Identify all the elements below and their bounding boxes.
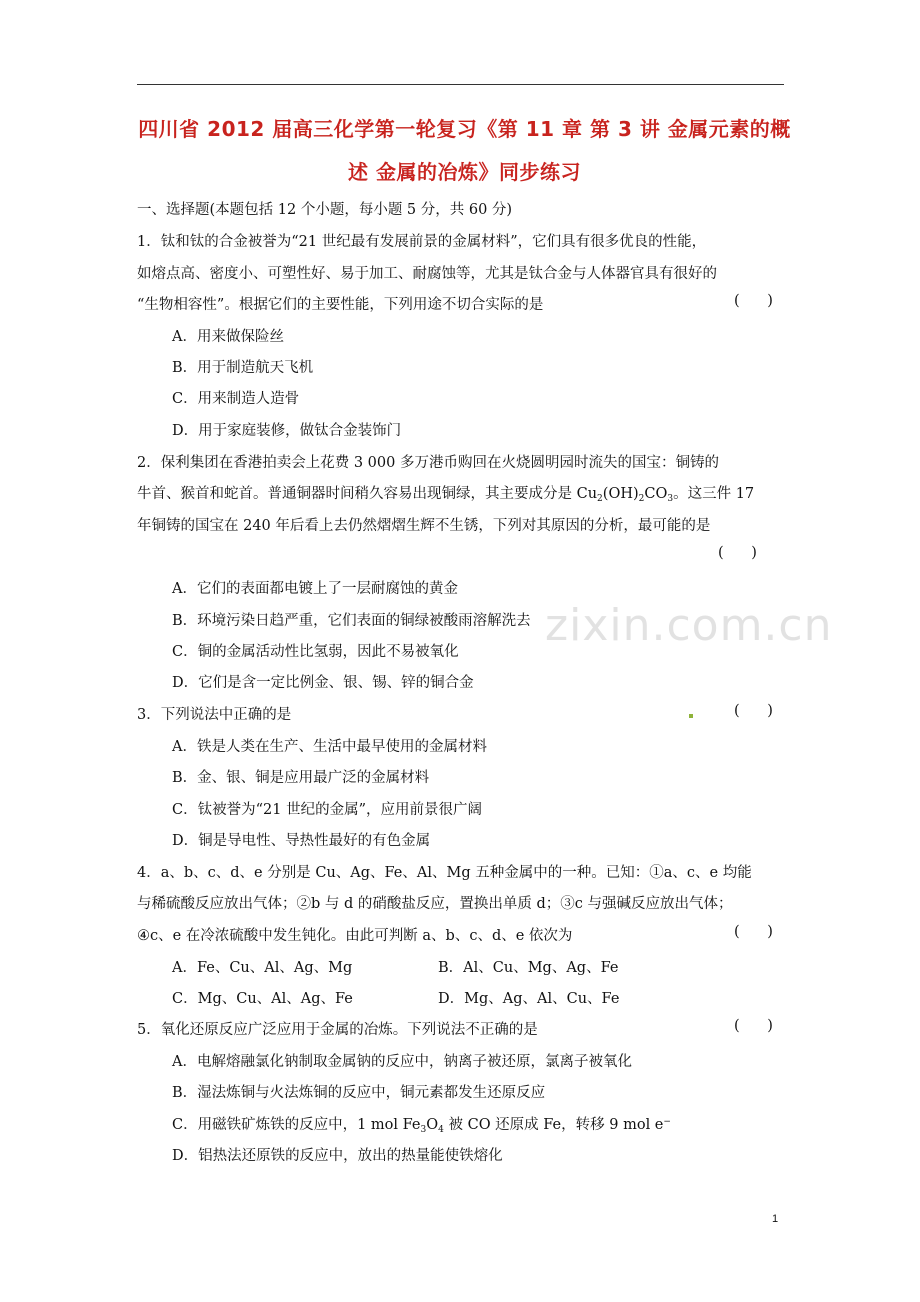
q4-option-a: A．Fe、Cu、Al、Ag、Mg — [172, 960, 353, 976]
q3-answer-paren: ( ) — [734, 703, 773, 719]
section-heading: 一、选择题(本题包括 12 个小题，每小题 5 分，共 60 分) — [137, 202, 513, 218]
q5-option-c: C．用磁铁矿炼铁的反应中，1 mol $Fe_3O_4$ 被 CO 还原成 Fe，转移 9 mol e− — [172, 1117, 671, 1135]
q1-option-b: B．用于制造航天飞机 — [172, 360, 314, 376]
q4-option-b: B．Al、Cu、Mg、Ag、Fe — [438, 960, 619, 976]
watermark: zixin.com.cn — [545, 600, 833, 651]
q3-text-line1: 3．下列说法中正确的是 — [137, 707, 292, 723]
q4-option-d: D．Mg、Ag、Al、Cu、Fe — [438, 991, 620, 1007]
q4-option-c: C．Mg、Cu、Al、Ag、Fe — [172, 991, 353, 1007]
q2-text-line2: 牛首、猴首和蛇首。普通铜器时间稍久容易出现铜绿，其主要成分是 $Cu_2(OH)_2CO_3$。这三件 17 — [137, 486, 755, 504]
q1-option-c: C．用来制造人造骨 — [172, 391, 300, 407]
q1-answer-paren: ( ) — [734, 293, 773, 309]
q2-text-line3: 年铜铸的国宝在 240 年后看上去仍然熠熠生辉不生锈，下列对其原因的分析，最可能的是 — [137, 518, 711, 534]
q1-text-line1: 1．钛和钛的合金被誉为“21 世纪最有发展前景的金属材料”，它们具有很多优良的性能， — [137, 234, 707, 250]
q5-option-d: D．铝热法还原铁的反应中，放出的热量能使铁熔化 — [172, 1148, 503, 1164]
q5-option-a: A．电解熔融氯化钠制取金属钠的反应中，钠离子被还原，氯离子被氧化 — [172, 1054, 632, 1070]
q2-option-a: A．它们的表面都电镀上了一层耐腐蚀的黄金 — [172, 581, 458, 597]
q4-text-line3: ④c、e 在冷浓硫酸中发生钝化。由此可判断 a、b、c、d、e 依次为 — [137, 928, 573, 944]
page-number: 1 — [772, 1213, 779, 1225]
q2-text-line1: 2．保利集团在香港拍卖会上花费 3 000 多万港币购回在火烧圆明园时流失的国宝：铜铸的 — [137, 455, 719, 471]
q2-option-b: B．环境污染日趋严重，它们表面的铜绿被酸雨溶解洗去 — [172, 613, 531, 629]
q3-option-b: B．金、银、铜是应用最广泛的金属材料 — [172, 770, 430, 786]
q3-option-d: D．铜是导电性、导热性最好的有色金属 — [172, 833, 431, 849]
document-title-line2: 述 金属的冶炼》同步练习 — [348, 160, 581, 184]
q1-text-line2: 如熔点高、密度小、可塑性好、易于加工、耐腐蚀等，尤其是钛合金与人体器官具有很好的 — [137, 266, 717, 282]
q2-answer-paren: ( ) — [718, 545, 757, 561]
q5-text-line1: 5．氧化还原反应广泛应用于金属的冶炼。下列说法不正确的是 — [137, 1022, 538, 1038]
q3-option-a: A．铁是人类在生产、生活中最早使用的金属材料 — [172, 739, 487, 755]
q5-option-b: B．湿法炼铜与火法炼铜的反应中，铜元素都发生还原反应 — [172, 1085, 546, 1101]
q5-answer-paren: ( ) — [734, 1018, 773, 1034]
q1-text-line3: “生物相容性”。根据它们的主要性能，下列用途不切合实际的是 — [137, 297, 544, 313]
q2-option-c: C．铜的金属活动性比氢弱，因此不易被氧化 — [172, 644, 459, 660]
q1-option-a: A．用来做保险丝 — [172, 329, 284, 345]
document-title-line1: 四川省 2012 届高三化学第一轮复习《第 11 章 第 3 讲 金属元素的概 — [138, 117, 791, 141]
q1-option-d: D．用于家庭装修，做钛合金装饰门 — [172, 423, 402, 439]
q4-text-line2: 与稀硫酸反应放出气体；②b 与 d 的硝酸盐反应，置换出单质 d；③c 与强碱反应放出气体； — [137, 896, 733, 912]
green-dot-mark — [689, 714, 693, 718]
header-rule — [137, 84, 784, 85]
q2-option-d: D．它们是含一定比例金、银、锡、锌的铜合金 — [172, 675, 474, 691]
q3-option-c: C．钛被誉为“21 世纪的金属”，应用前景很广阔 — [172, 802, 482, 818]
q4-text-line1: 4．a、b、c、d、e 分别是 Cu、Ag、Fe、Al、Mg 五种金属中的一种。已知：①a、c、e 均能 — [137, 865, 752, 881]
q4-answer-paren: ( ) — [734, 924, 773, 940]
